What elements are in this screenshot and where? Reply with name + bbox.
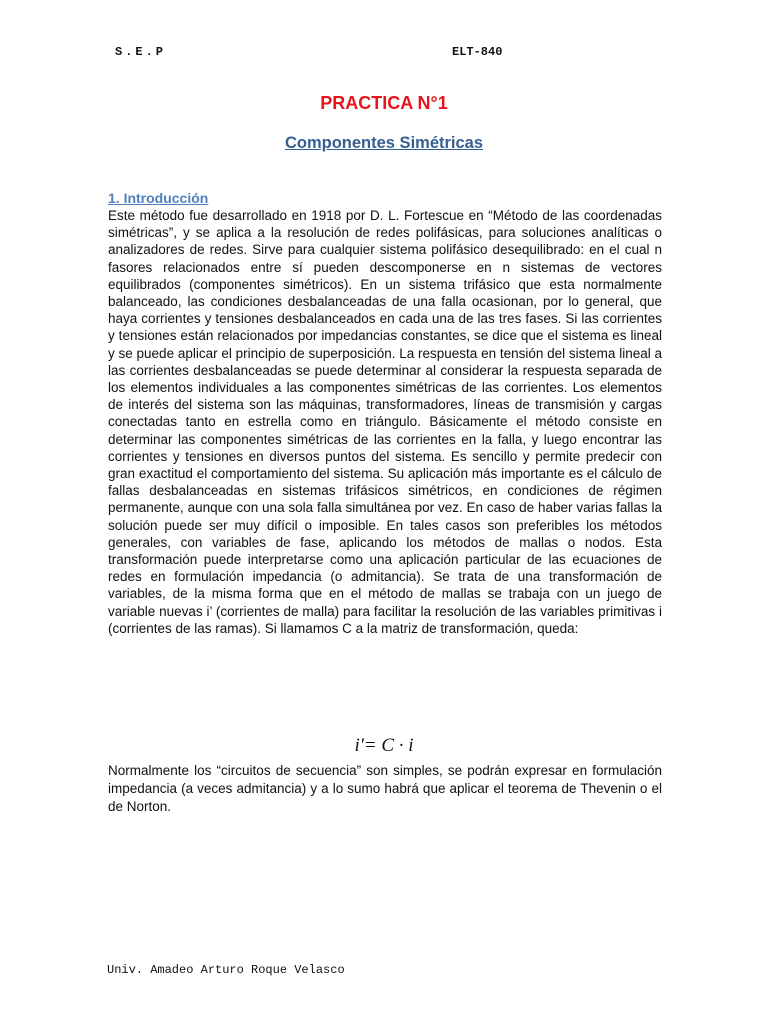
- header-right: ELT-840: [452, 45, 503, 59]
- closing-paragraph-text: Normalmente los “circuitos de secuencia” son simples, se podrán expresar en formulación impedancia (a veces admitancia) y a lo sumo habrá que aplicar el teorema de Thevenin o el de Norton.: [108, 763, 662, 814]
- page-title: PRACTICA N°1: [320, 93, 448, 113]
- header-left: S.E.P: [115, 45, 167, 59]
- section-heading: 1. Introducción: [108, 190, 209, 206]
- intro-paragraph: [108, 207, 662, 637]
- formula: i'= C · i: [354, 735, 414, 756]
- page-footer: Univ. Amadeo Arturo Roque Velasco: [107, 963, 345, 977]
- closing-paragraph: [108, 762, 662, 816]
- page-subtitle: Componentes Simétricas: [284, 134, 484, 152]
- intro-paragraph-text: Este método fue desarrollado en 1918 por D. L. Fortescue en “Método de las coordenadas simétricas”, y se aplica a la resolución de redes polifásicas, para soluciones analíticas o analizadores de redes. Sirve para cualquier sistema polifásico desequilibrado: en el cual n fasores relacionados entre sí pueden descomponerse en n sistemas de vectores equilibrados (componentes simétricos). En un sistema trifásico que esta normalmente balanceado, las condiciones desbalanceadas de una falla ocasionan, por lo general, que haya corrientes y tensiones desbalanceados en cada una de las tres fases. Si las corrientes y tensiones están relacionados por impedancias constantes, se dice que el sistema es lineal y se puede aplicar el principio de superposición. La respuesta en tensión del sistema lineal a las corrientes desbalanceadas se puede determinar al considerar la respuesta separada de los elementos individuales a las componentes simétricas de las corrientes. Los elementos de interés del sistema son las máquinas, transformadores, líneas de transmisión y cargas conectadas tanto en estrella como en triángulo. Básicamente el método consiste en determinar las componentes simétricas de las corrientes en la falla, y luego encontrar las corrientes y tensiones en diversos puntos del sistema. Es sencillo y permite predecir con gran exactitud el comportamiento del sistema. Su aplicación más importante es el cálculo de fallas desbalanceadas en sistemas trifásicos simétricos, en condiciones de régimen permanente, aunque con una sola falla simultánea por vez. En caso de haber varias fallas la solución puede ser muy difícil o imposible. En tales casos son preferibles los métodos generales, con variables de fase, aplicando los métodos de mallas o nodos. Esta transformación puede interpretarse como una aplicación particular de las ecuaciones de redes en formulación impedancia (o admitancia). Se trata de una transformación de variables, de la misma forma que en el método de mallas se trabaja con un juego de variable nuevas i’ (corrientes de malla) para facilitar la resolución de las variables primitivas i (corrientes de las ramas). Si llamamos C a la matriz de transformación, queda:: [108, 208, 662, 636]
